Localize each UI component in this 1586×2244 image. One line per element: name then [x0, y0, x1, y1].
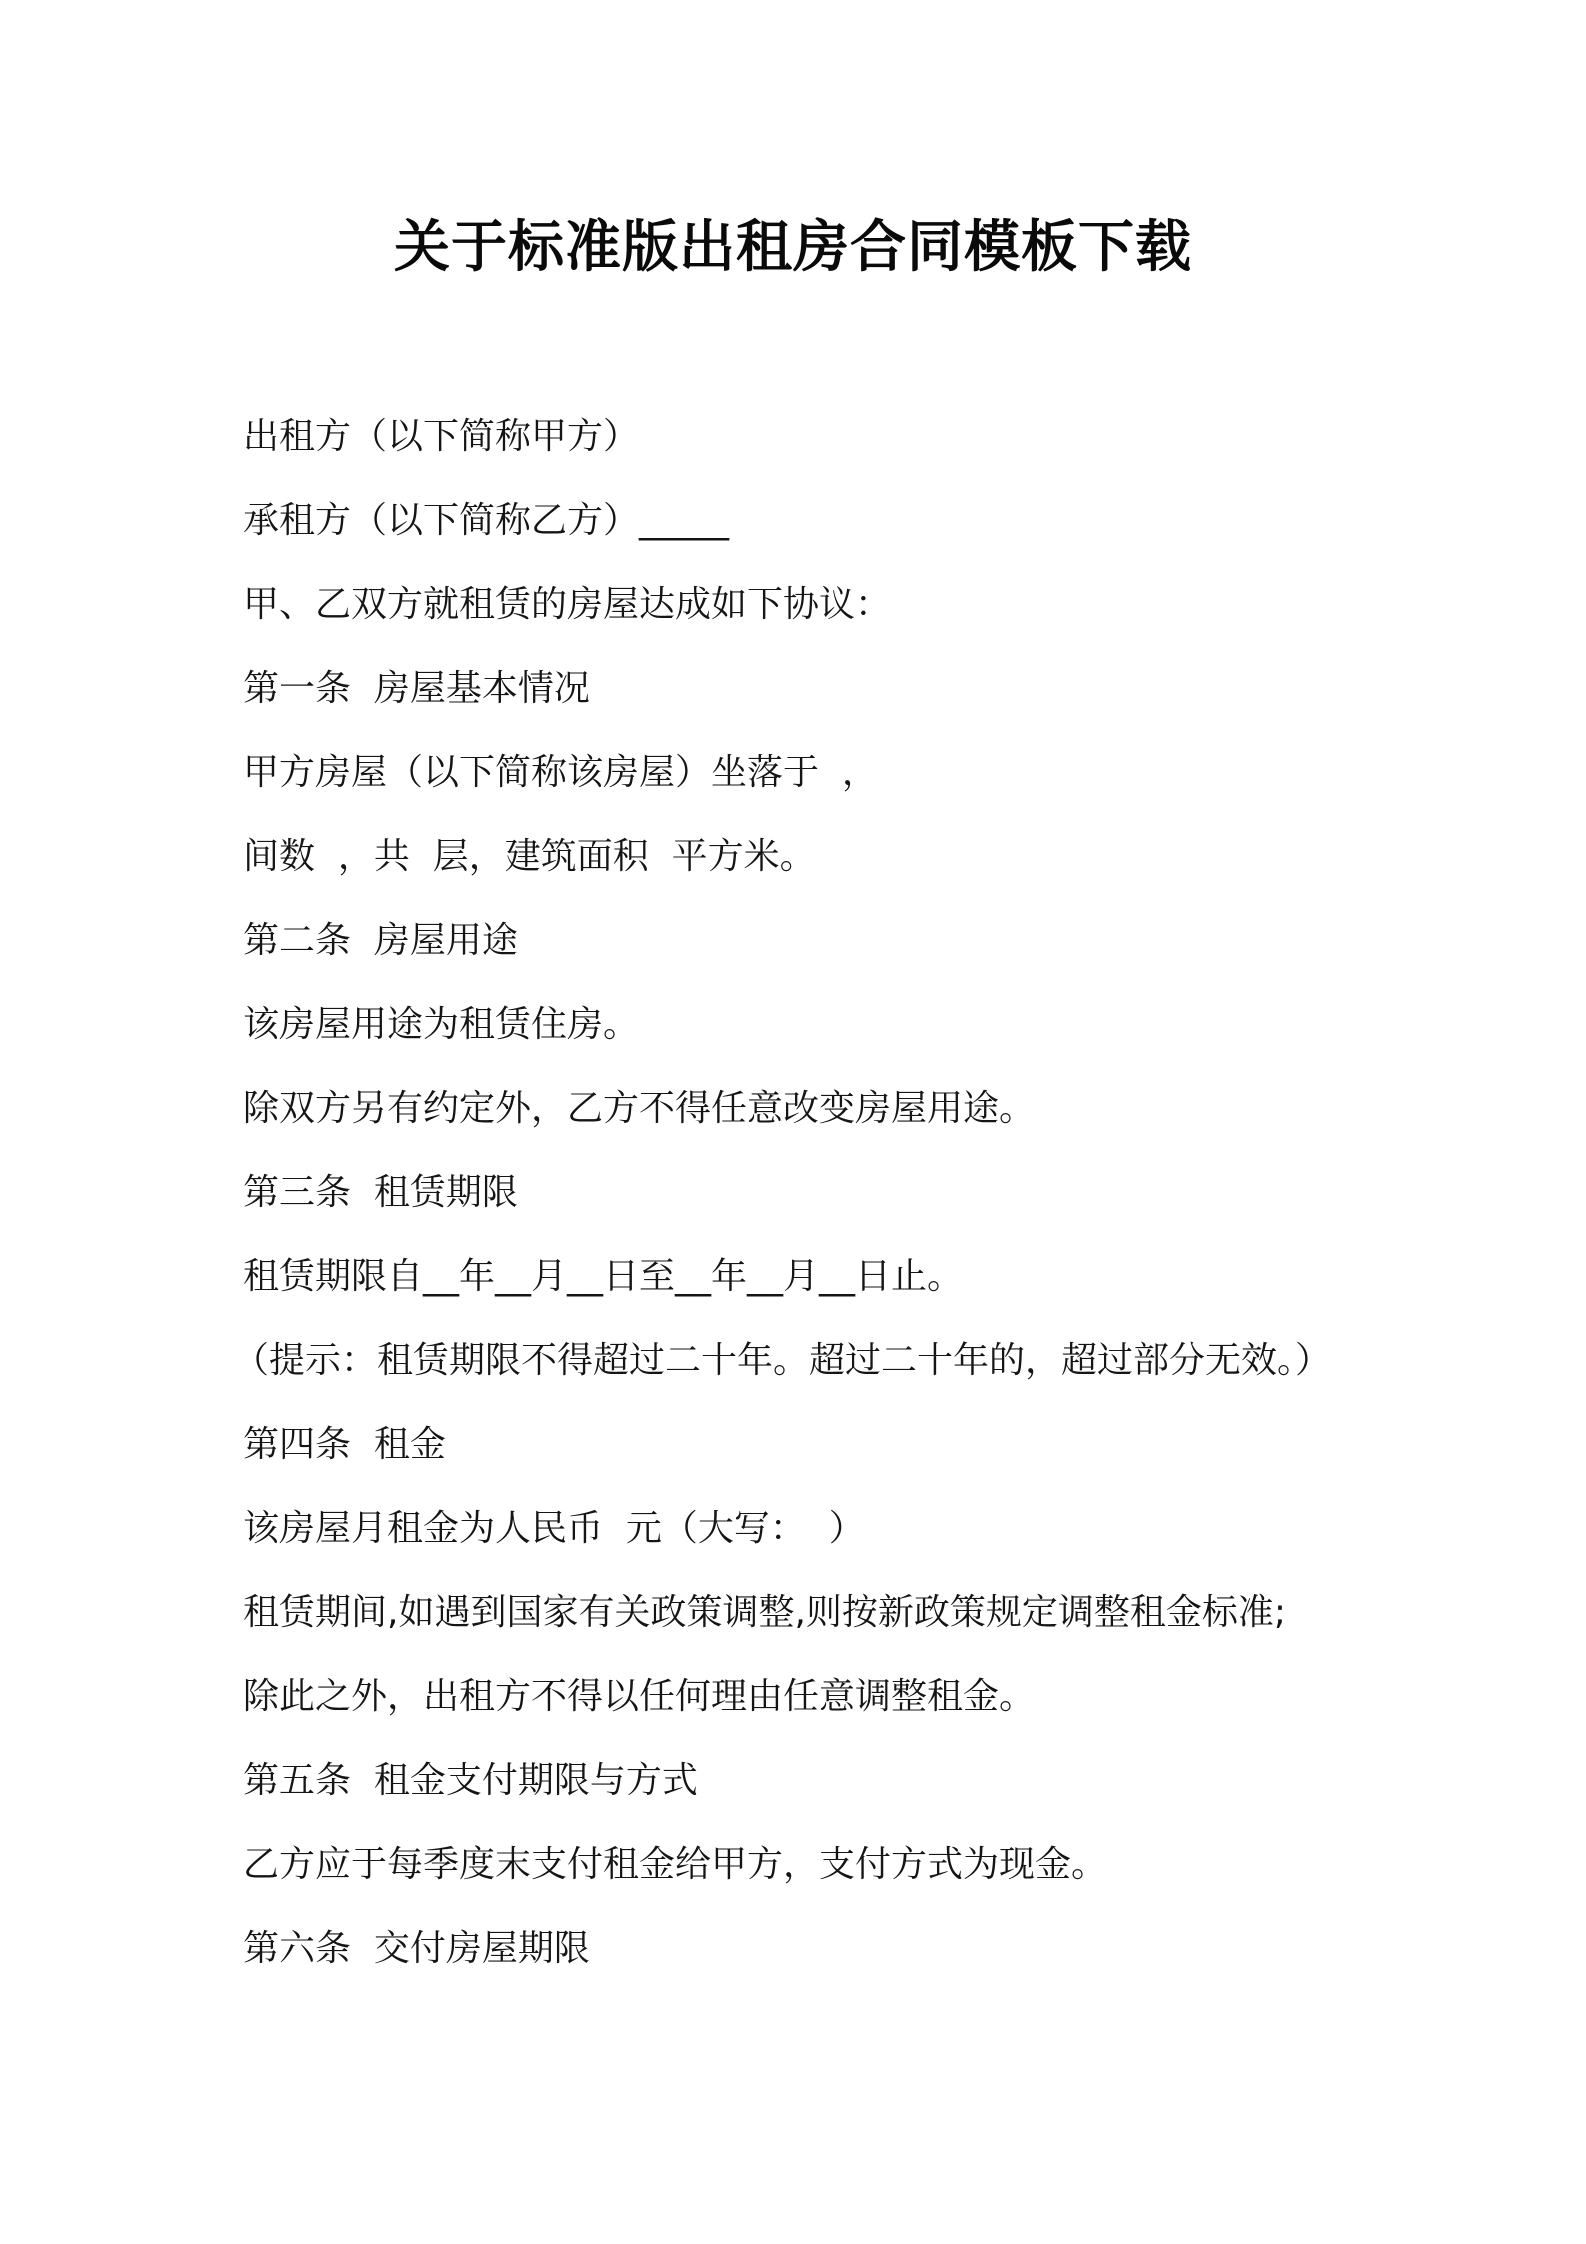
article-heading: 第五条 租金支付期限与方式	[243, 1760, 698, 1801]
article-heading: 第一条 房屋基本情况	[243, 668, 590, 709]
paragraph-line: 除双方另有约定外，乙方不得任意改变房屋用途。	[243, 1088, 1036, 1129]
document-title: 关于标准版出租房合同模板下载	[394, 215, 1192, 280]
paragraph-line: 租赁期间,如遇到国家有关政策调整,则按新政策规定调整租金标准;	[243, 1592, 1287, 1633]
paragraph-line: 该房屋用途为租赁住房。	[243, 1004, 640, 1045]
paragraph-line: 承租方（以下简称乙方）_____	[243, 500, 730, 541]
paragraph-line: 间数 ，共 层，建筑面积 平方米。	[243, 836, 816, 877]
paragraph-line: 租赁期限自__年__月__日至__年__月__日止。	[243, 1256, 964, 1297]
document-body	[233, 407, 1483, 2003]
paragraph-line: 甲、乙双方就租赁的房屋达成如下协议：	[243, 584, 892, 625]
article-heading: 第二条 房屋用途	[243, 920, 518, 961]
paragraph-line: （提示：租赁期限不得超过二十年。超过二十年的，超过部分无效。）	[233, 1340, 1332, 1381]
paragraph-line: 除此之外，出租方不得以任何理由任意调整租金。	[243, 1676, 1036, 1717]
paragraph-line: 出租方（以下简称甲方）	[243, 416, 640, 457]
paragraph-line: 乙方应于每季度末支付租金给甲方，支付方式为现金。	[243, 1844, 1108, 1885]
article-heading: 第三条 租赁期限	[243, 1172, 518, 1213]
paragraph-line: 甲方房屋（以下简称该房屋）坐落于 ，	[243, 752, 878, 793]
article-heading: 第六条 交付房屋期限	[243, 1928, 590, 1969]
article-heading: 第四条 租金	[243, 1424, 446, 1465]
paragraph-line: 该房屋月租金为人民币 元（大写： ）	[243, 1508, 865, 1549]
